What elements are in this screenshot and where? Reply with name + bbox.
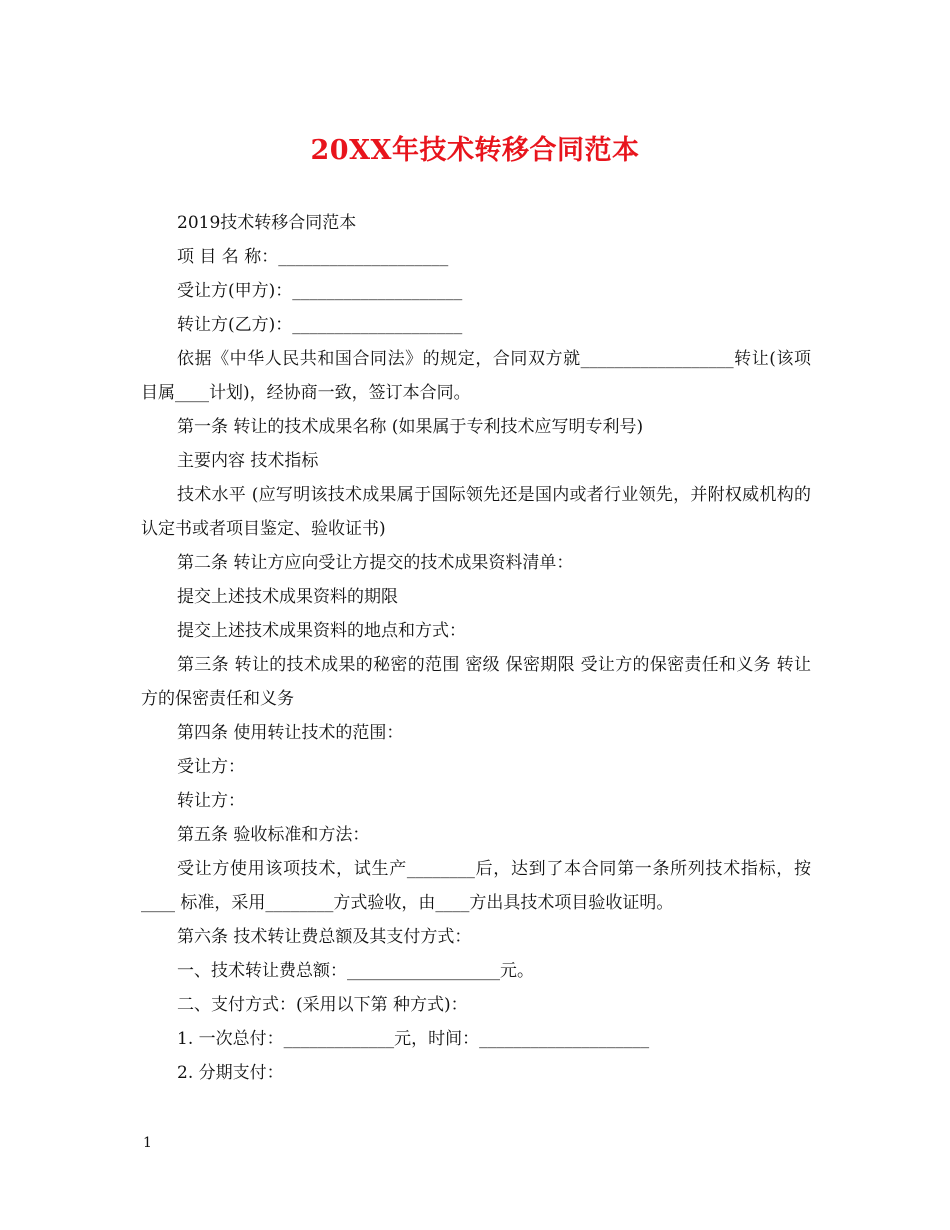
- document-body: [141, 206, 811, 1090]
- paragraph-article-2: 第二条 转让方应向受让方提交的技术成果资料清单：: [177, 553, 574, 573]
- paragraph-installment: 2. 分期支付：: [177, 1063, 284, 1083]
- paragraph-party-b: 转让方(乙方)：____________________: [177, 315, 463, 335]
- paragraph-article-1: 第一条 转让的技术成果名称 (如果属于专利技术应写明专利号): [177, 417, 644, 437]
- paragraph-transferee: 受让方：: [177, 757, 245, 777]
- paragraph-article-3: 第三条 转让的技术成果的秘密的范围 密级 保密期限 受让方的保密责任和义务 转让方的保密责任和义务: [141, 655, 811, 709]
- paragraph-basis: 依据《中华人民共和国合同法》的规定，合同双方就__________________转让(该项目属____计划)，经协商一致，签订本合同。: [141, 349, 811, 403]
- paragraph-fee-total: 一、技术转让费总额：__________________元。: [177, 961, 534, 981]
- paragraph-article-6: 第六条 技术转让费总额及其支付方式：: [177, 927, 472, 947]
- document-title: 20XX年技术转移合同范本: [310, 135, 640, 166]
- paragraph-submission-deadline: 提交上述技术成果资料的期限: [177, 587, 398, 607]
- paragraph-article-5: 第五条 验收标准和方法：: [177, 825, 370, 845]
- paragraph-party-a: 受让方(甲方)：____________________: [177, 281, 463, 301]
- page-number: 1: [143, 1135, 152, 1151]
- paragraph-article-4: 第四条 使用转让技术的范围：: [177, 723, 404, 743]
- paragraph-main-content: 主要内容 技术指标: [177, 451, 319, 471]
- paragraph-lump-sum: 1. 一次总付：_____________元，时间：____________________: [177, 1029, 650, 1049]
- paragraph-project-name: 项 目 名 称：____________________: [177, 247, 449, 267]
- paragraph-transferor: 转让方：: [177, 791, 245, 811]
- paragraph-payment-method: 二、支付方式：(采用以下第 种方式)：: [177, 995, 468, 1015]
- paragraph-submission-method: 提交上述技术成果资料的地点和方式：: [177, 621, 466, 641]
- paragraph-tech-level: 技术水平 (应写明该技术成果属于国际领先还是国内或者行业领先，并附权威机构的认定书或者项目鉴定、验收证书): [141, 485, 811, 539]
- paragraph-subtitle: 2019技术转移合同范本: [177, 213, 357, 233]
- paragraph-acceptance: 受让方使用该项技术，试生产________后，达到了本合同第一条所列技术指标，按____ 标准，采用________方式验收，由____方出具技术项目验收证明。: [141, 859, 811, 913]
